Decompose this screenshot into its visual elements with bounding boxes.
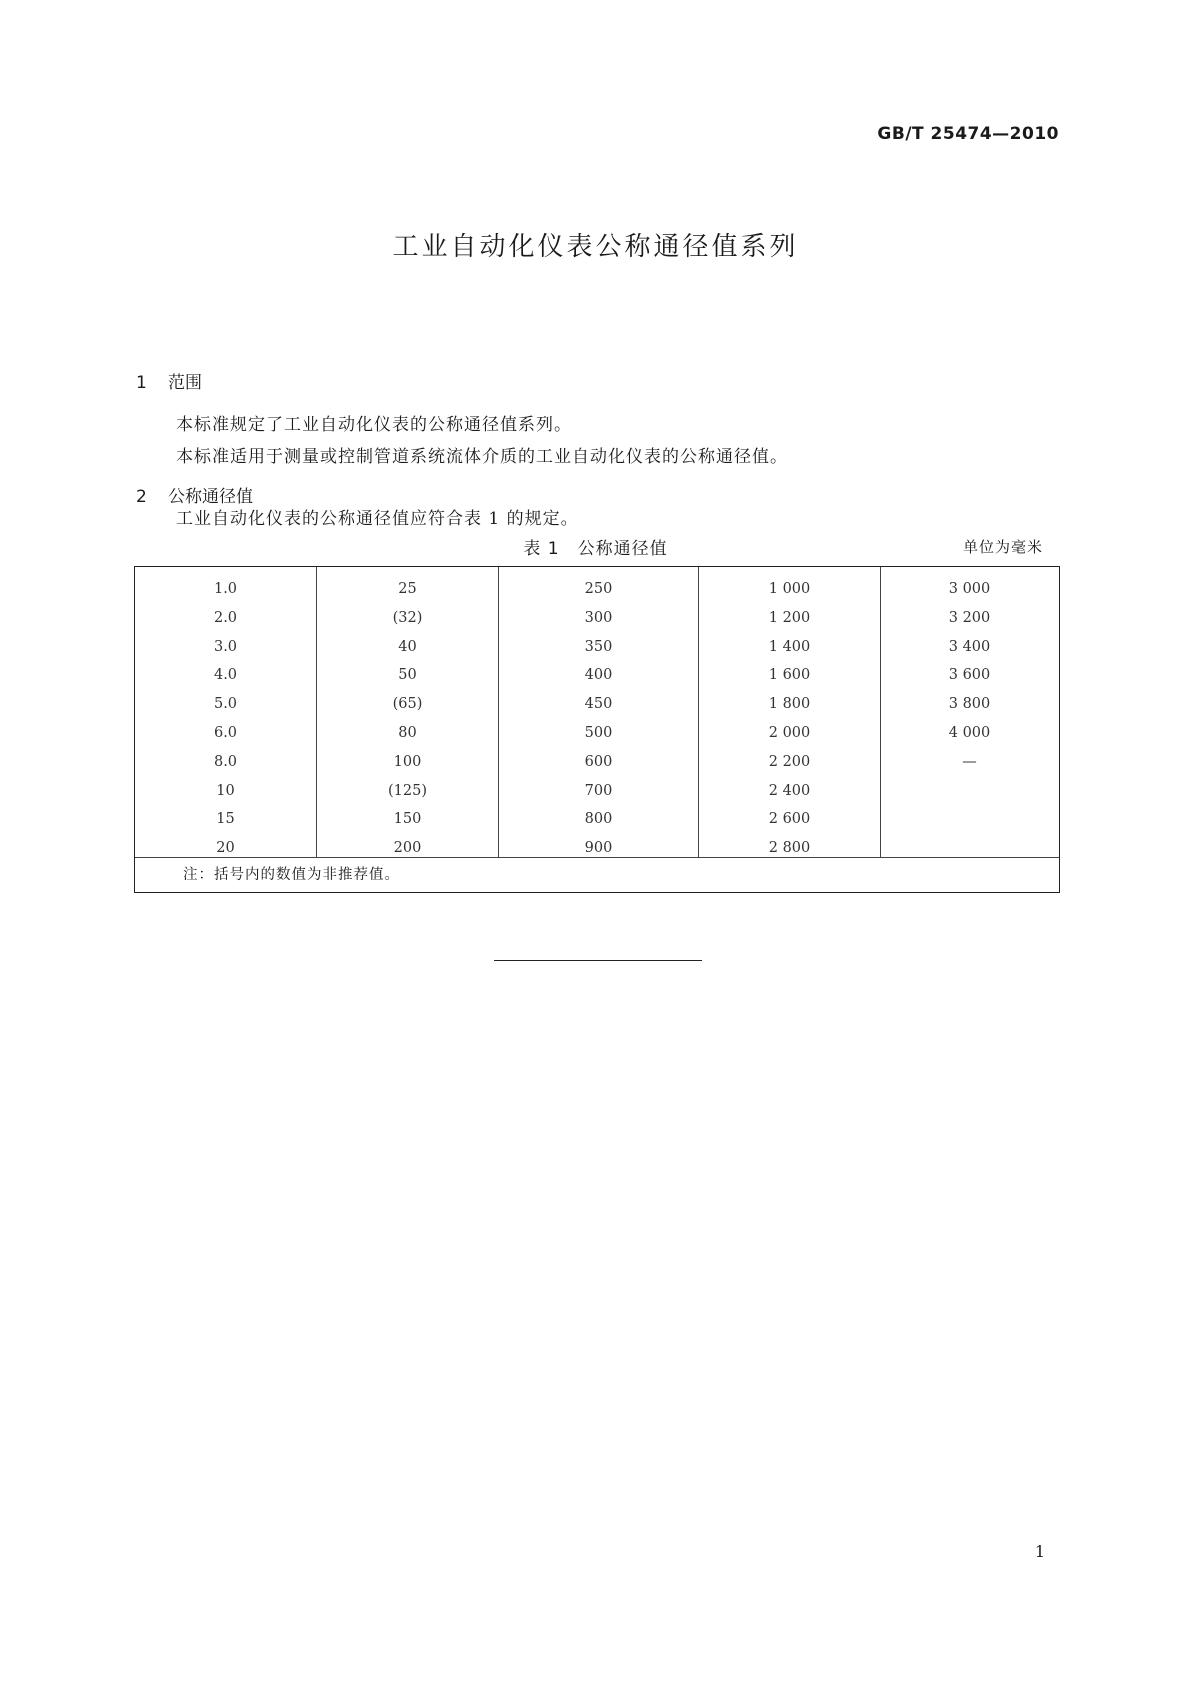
table-cell: 600 xyxy=(584,753,613,770)
table-column-5 xyxy=(881,567,1058,857)
table-cell: 2 400 xyxy=(768,782,811,799)
table-column-1 xyxy=(135,567,317,857)
table-cell: 2.0 xyxy=(213,609,238,626)
table-column-4 xyxy=(699,567,881,857)
table-note: 注：括号内的数值为非推荐值。 xyxy=(135,857,1059,892)
table-cell: 20 xyxy=(216,840,235,857)
diameter-table xyxy=(134,566,1060,893)
table-cell: 1 000 xyxy=(768,581,811,597)
table-column-3 xyxy=(499,567,699,857)
table-cell: 4.0 xyxy=(213,667,238,684)
table-caption-number: 表 1 xyxy=(523,539,560,559)
table-cell: 2 600 xyxy=(768,811,811,828)
table-cell: 5.0 xyxy=(213,696,238,713)
table-cell: 1.0 xyxy=(213,581,238,597)
table-cell: (32) xyxy=(392,609,423,626)
table-cell: 3 800 xyxy=(948,696,991,713)
table-cell: 150 xyxy=(393,811,422,828)
table-cell: 2 000 xyxy=(768,724,811,741)
table-cell: 6.0 xyxy=(213,724,238,741)
table-grid xyxy=(135,567,1059,857)
table-cell: — xyxy=(962,753,977,770)
table-cell: 3 000 xyxy=(948,581,991,597)
section-2-title: 公称通径值 xyxy=(168,487,253,507)
table-cell: 40 xyxy=(398,638,417,655)
table-cell: 3 600 xyxy=(948,667,991,684)
table-cell: 2 800 xyxy=(768,840,811,857)
table-unit: 单位为毫米 xyxy=(962,538,1043,556)
table-cell: 450 xyxy=(584,696,613,713)
table-cell: 15 xyxy=(216,811,235,828)
table-cell: 50 xyxy=(398,667,417,684)
table-cell: 3 200 xyxy=(948,609,991,626)
section-1-paragraph-1: 本标准规定了工业自动化仪表的公称通径值系列。 xyxy=(176,415,572,435)
section-1-paragraph-2: 本标准适用于测量或控制管道系统流体介质的工业自动化仪表的公称通径值。 xyxy=(176,447,788,467)
table-cell: 10 xyxy=(216,782,235,799)
section-1-number: 1 xyxy=(136,373,147,393)
table-cell: 300 xyxy=(584,609,613,626)
table-cell: 80 xyxy=(398,724,417,741)
table-cell: 900 xyxy=(584,840,613,857)
section-1-title: 范围 xyxy=(168,373,202,393)
section-1-heading xyxy=(136,368,202,393)
table-caption-title: 公称通径值 xyxy=(577,539,668,559)
table-cell: 3 400 xyxy=(948,638,991,655)
table-cell: 3.0 xyxy=(213,638,238,655)
section-2-number: 2 xyxy=(136,487,147,507)
table-cell: 100 xyxy=(393,753,422,770)
page-number: 1 xyxy=(1034,1542,1045,1561)
table-cell: 1 600 xyxy=(768,667,811,684)
table-cell: (125) xyxy=(388,782,427,799)
table-cell: 1 400 xyxy=(768,638,811,655)
end-rule xyxy=(494,960,702,961)
table-column-2 xyxy=(317,567,499,857)
table-cell: 4 000 xyxy=(948,724,991,741)
table-cell: 250 xyxy=(584,581,613,597)
table-cell: 2 200 xyxy=(768,753,811,770)
table-cell: 1 200 xyxy=(768,609,811,626)
table-cell: 200 xyxy=(393,840,422,857)
table-cell: 500 xyxy=(584,724,613,741)
table-cell: 1 800 xyxy=(768,696,811,713)
document-title: 工业自动化仪表公称通径值系列 xyxy=(392,232,799,262)
table-cell: 800 xyxy=(584,811,613,828)
table-cell: (65) xyxy=(392,696,423,713)
standard-code: GB/T 25474—2010 xyxy=(877,124,1059,144)
table-cell: 25 xyxy=(398,581,417,597)
table-cell: 400 xyxy=(584,667,613,684)
table-cell: 8.0 xyxy=(213,753,238,770)
table-cell: 700 xyxy=(584,782,613,799)
table-cell: 350 xyxy=(584,638,613,655)
section-2-paragraph-1: 工业自动化仪表的公称通径值应符合表 1 的规定。 xyxy=(176,509,579,529)
